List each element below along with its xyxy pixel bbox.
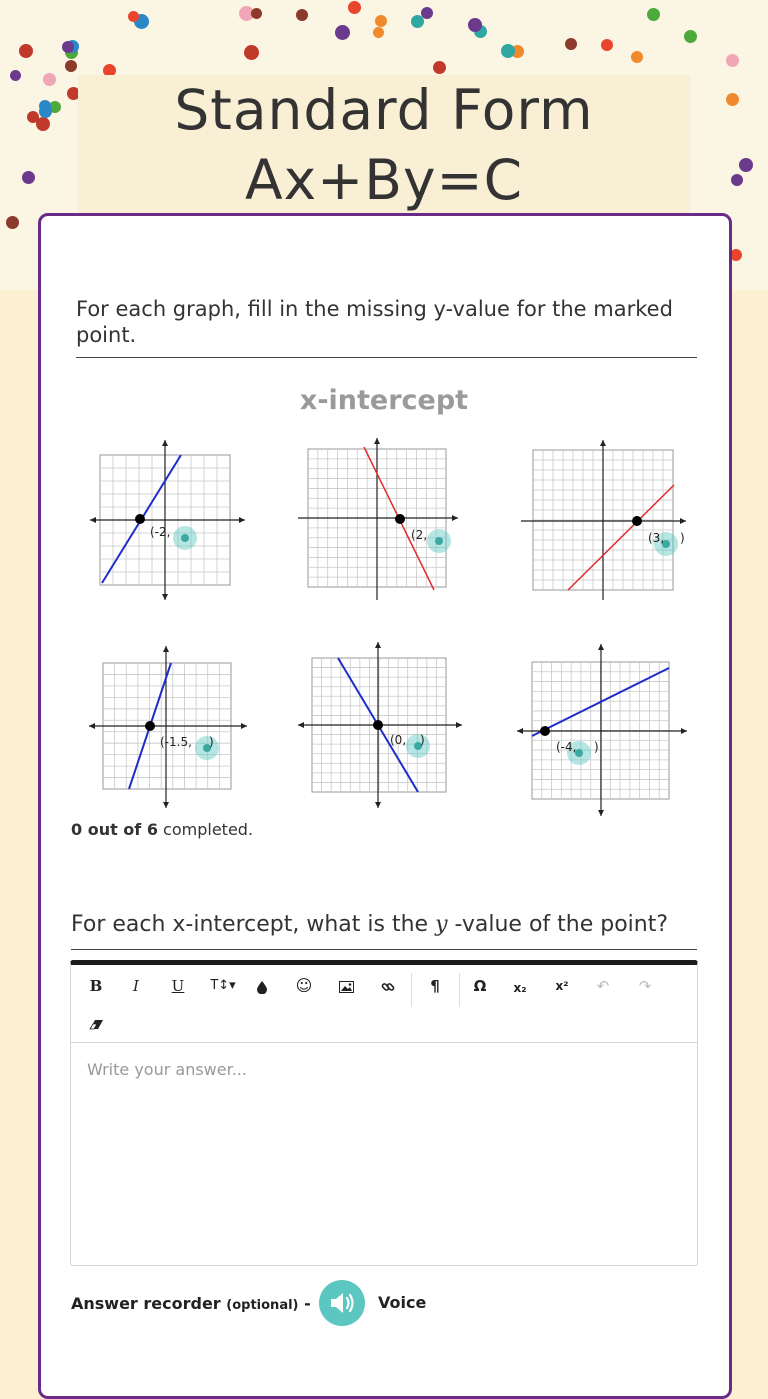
redo-button[interactable]: ↷ bbox=[638, 977, 652, 995]
decor-dot bbox=[43, 73, 56, 86]
decor-dot bbox=[433, 61, 446, 74]
point-label: (2, bbox=[411, 528, 428, 542]
decor-dot bbox=[565, 38, 577, 50]
intercept-point bbox=[145, 721, 155, 731]
insert-image-button[interactable] bbox=[331, 973, 361, 999]
divider bbox=[71, 949, 697, 950]
question-prefix: For each x-intercept, what is the bbox=[71, 912, 436, 937]
decor-dot bbox=[684, 30, 697, 43]
decor-dot bbox=[730, 249, 742, 261]
title-line-2: Ax+By=C bbox=[244, 148, 524, 212]
decor-dot bbox=[128, 11, 139, 22]
point-label-close: ) bbox=[209, 735, 214, 749]
decor-dot bbox=[251, 8, 262, 19]
decor-dot bbox=[244, 45, 259, 60]
graph-1[interactable] bbox=[85, 435, 250, 605]
graph-6[interactable] bbox=[515, 640, 690, 820]
activity-title: x-intercept bbox=[299, 385, 469, 416]
graph-5[interactable] bbox=[296, 640, 466, 810]
decor-dot bbox=[296, 9, 308, 21]
undo-button[interactable]: ↶ bbox=[596, 977, 610, 995]
rich-text-editor bbox=[70, 960, 698, 1266]
section-1-prompt: For each graph, fill in the missing y-value for the marked point. bbox=[76, 297, 673, 347]
point-label: (-4, bbox=[556, 740, 577, 754]
decor-dot bbox=[335, 25, 350, 40]
intercept-point bbox=[373, 720, 383, 730]
decor-dot bbox=[631, 51, 643, 63]
text-size-button[interactable]: T↕▾ bbox=[210, 978, 236, 993]
special-characters-button[interactable]: Ω bbox=[473, 977, 487, 995]
toolbar-separator bbox=[459, 973, 460, 1007]
speaker-icon bbox=[319, 1280, 365, 1326]
decor-dot bbox=[726, 54, 739, 67]
eraser-icon bbox=[89, 1019, 104, 1030]
progress-text bbox=[71, 820, 253, 839]
point-label: (-2, bbox=[150, 525, 171, 539]
subscript-button[interactable]: x₂ bbox=[513, 981, 527, 995]
graph-2[interactable] bbox=[296, 435, 461, 605]
image-icon bbox=[339, 981, 354, 993]
intercept-point bbox=[395, 514, 405, 524]
decor-dot bbox=[739, 158, 753, 172]
progress-suffix: completed. bbox=[157, 820, 254, 839]
emoji-button[interactable]: ☺ bbox=[295, 976, 313, 995]
graph-4[interactable] bbox=[85, 643, 250, 813]
recorder-label bbox=[71, 1294, 311, 1313]
decor-dot bbox=[27, 111, 39, 123]
point-label-close: ) bbox=[680, 531, 685, 545]
decor-dot bbox=[375, 15, 387, 27]
decor-dot bbox=[731, 174, 743, 186]
decor-dot bbox=[501, 44, 515, 58]
decor-dot bbox=[468, 18, 482, 32]
droplet-icon bbox=[256, 980, 268, 994]
drag-handle[interactable] bbox=[435, 537, 443, 545]
decor-dot bbox=[647, 8, 660, 21]
decor-dot bbox=[348, 1, 361, 14]
decor-dot bbox=[6, 216, 19, 229]
insert-link-button[interactable] bbox=[373, 973, 403, 999]
intercept-point bbox=[135, 514, 145, 524]
paragraph-direction-button[interactable] bbox=[420, 973, 450, 999]
decor-dot bbox=[22, 171, 35, 184]
paragraph-glyph: ¶ bbox=[430, 977, 440, 995]
recorder-dash: - bbox=[298, 1294, 311, 1313]
answer-recorder bbox=[71, 1280, 671, 1326]
editor-toolbar bbox=[71, 965, 697, 1043]
decor-dot bbox=[421, 7, 433, 19]
decor-dot bbox=[373, 27, 384, 38]
question-suffix: -value of the point? bbox=[447, 912, 669, 937]
voice-label: Voice bbox=[378, 1293, 427, 1312]
question-variable: y bbox=[435, 912, 448, 937]
title-line-1: Standard Form bbox=[174, 78, 594, 142]
point-label-close: ) bbox=[420, 733, 425, 747]
clear-formatting-button[interactable] bbox=[81, 1011, 111, 1037]
point-label: (-1.5, bbox=[160, 735, 192, 749]
decor-dot bbox=[62, 41, 74, 53]
link-icon bbox=[381, 980, 395, 994]
progress-count: 0 out of 6 bbox=[71, 820, 158, 839]
decor-dot bbox=[39, 100, 51, 112]
text-color-button[interactable] bbox=[247, 973, 277, 999]
superscript-button[interactable]: x² bbox=[555, 979, 569, 993]
point-label: (3, bbox=[648, 531, 665, 545]
divider bbox=[76, 357, 697, 358]
answer-input[interactable]: Write your answer... bbox=[87, 1060, 247, 1079]
point-label-close: ) bbox=[594, 740, 599, 754]
decor-dot bbox=[19, 44, 33, 58]
decor-dot bbox=[10, 70, 21, 81]
decor-dot bbox=[601, 39, 613, 51]
voice-record-button[interactable] bbox=[319, 1280, 365, 1326]
underline-button[interactable]: U bbox=[171, 977, 185, 995]
intercept-point bbox=[540, 726, 550, 736]
italic-button[interactable]: I bbox=[133, 977, 139, 995]
decor-dot bbox=[65, 60, 77, 72]
toolbar-separator bbox=[411, 973, 412, 1007]
decor-dot bbox=[411, 15, 424, 28]
bold-button[interactable]: B bbox=[89, 977, 103, 995]
page-title bbox=[78, 75, 690, 215]
decor-dot bbox=[726, 93, 739, 106]
intercept-point bbox=[632, 516, 642, 526]
recorder-label-text: Answer recorder bbox=[71, 1294, 221, 1313]
point-label: (0, bbox=[390, 733, 407, 747]
section-2-question bbox=[71, 912, 701, 937]
drag-handle[interactable] bbox=[181, 534, 189, 542]
graph-3[interactable] bbox=[518, 435, 688, 605]
recorder-optional: (optional) bbox=[226, 1298, 299, 1313]
